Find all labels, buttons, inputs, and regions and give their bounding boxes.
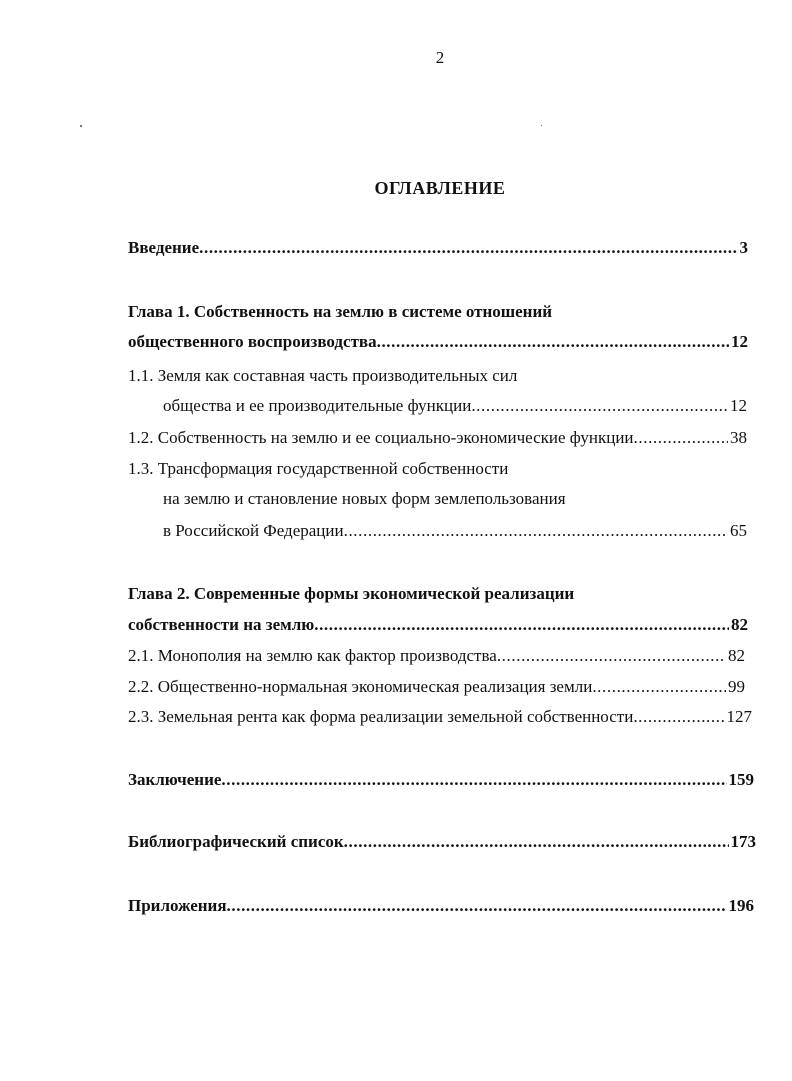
toc-entry-conclusion [128, 770, 754, 792]
entry-page: 173 [730, 832, 756, 851]
toc-entry-section-2-3 [128, 707, 752, 729]
entry-label: в Российской Федерации [163, 521, 344, 540]
dot-leader [221, 770, 726, 790]
toc-entry-section-2-2 [128, 677, 745, 699]
scan-speck [541, 125, 542, 126]
dot-leader [634, 428, 728, 448]
entry-page: 38 [730, 428, 747, 447]
dot-leader [344, 521, 728, 541]
entry-label: 2.1. Монополия на землю как фактор производства [128, 646, 497, 665]
entry-page: 3 [739, 238, 748, 257]
dot-leader [377, 332, 729, 352]
entry-page: 12 [730, 396, 747, 415]
section-1-1-heading: 1.1. Земля как составная часть производительных сил [128, 366, 518, 385]
section-1-3-heading-cont: на землю и становление новых форм землепользования [163, 489, 566, 508]
page-number: 2 [435, 48, 445, 67]
toc-entry-appendices [128, 896, 754, 918]
entry-label: общества и ее производительные функции [163, 396, 472, 415]
entry-page: 82 [728, 646, 745, 665]
entry-page: 127 [726, 707, 752, 726]
section-1-3-heading: 1.3. Трансформация государственной собственности [128, 459, 509, 478]
dot-leader [497, 646, 726, 666]
dot-leader [633, 707, 724, 727]
toc-entry-bibliography [128, 832, 756, 854]
toc-entry-section-1-1 [163, 396, 747, 418]
chapter-2-heading: Глава 2. Современные формы экономической реализации [128, 584, 575, 603]
dot-leader [199, 238, 737, 258]
entry-page: 99 [728, 677, 745, 696]
toc-title: ОГЛАВЛЕНИЕ [374, 178, 506, 198]
entry-label: Заключение [128, 770, 222, 789]
entry-label: общественного воспроизводства [128, 332, 377, 351]
toc-entry-section-1-3 [163, 521, 747, 543]
entry-label: Приложения [128, 896, 227, 915]
entry-page: 82 [731, 615, 748, 634]
dot-leader [592, 677, 726, 697]
toc-entry-section-1-2 [128, 428, 747, 450]
chapter-1-heading: Глава 1. Собственность на землю в системе отношений [128, 302, 553, 321]
entry-page: 12 [731, 332, 748, 351]
entry-page: 196 [728, 896, 754, 915]
entry-label: 1.2. Собственность на землю и ее социально-экономические функции [128, 428, 634, 447]
toc-entry-introduction [128, 238, 748, 260]
toc-entry-chapter-1 [128, 332, 748, 354]
entry-page: 159 [728, 770, 754, 789]
entry-page: 65 [730, 521, 747, 540]
toc-entry-chapter-2 [128, 615, 748, 637]
entry-label: 2.2. Общественно-нормальная экономическая реализация земли [128, 677, 593, 696]
scan-speck [80, 125, 82, 127]
entry-label: Библиографический список [128, 832, 344, 851]
dot-leader [471, 396, 728, 416]
entry-label: Введение [128, 238, 200, 257]
dot-leader [227, 896, 727, 916]
entry-label: собственности на землю [128, 615, 315, 634]
dot-leader [344, 832, 729, 852]
toc-entry-section-2-1 [128, 646, 745, 668]
entry-label: 2.3. Земельная рента как форма реализации земельной собственности [128, 707, 634, 726]
dot-leader [314, 615, 729, 635]
